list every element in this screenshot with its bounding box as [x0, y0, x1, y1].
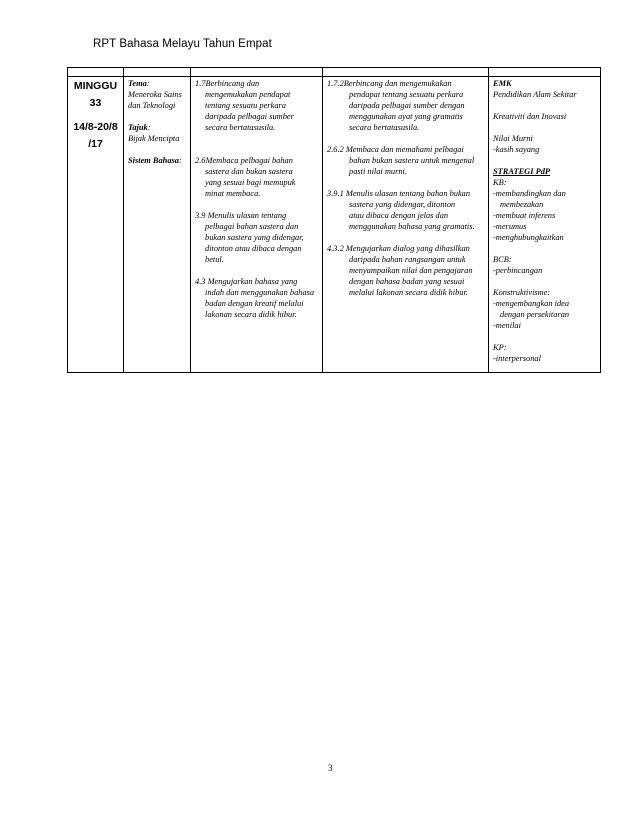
theme-cell: Tema: Meneroka Sains dan Teknologi Tajuk: Bijak Mencipta Sistem Bahasa: — [124, 77, 191, 373]
strategi-label: STRATEGI PdP — [493, 167, 551, 176]
learning-2: 2.6.2 Membaca dan memahami pelbagai bahan bukan sastera untuk mengenal pasti nilai murni. — [327, 145, 475, 176]
standard-2: 2.6Membaca pelbagai bahan sastera dan bukan sastera yang sesuai bagi memupuk minat membaca. — [195, 156, 296, 198]
kb-item: -membandingkan dan — [493, 189, 566, 198]
tajuk-label: Tajuk — [128, 123, 148, 132]
kb-item: -menghubungkaitkan — [493, 233, 564, 242]
kb-item: membezakan — [500, 200, 544, 209]
kons-item: dengan persekitaran — [500, 310, 570, 319]
learning-3: 3.9.1 Menulis ulasan tentang bahan bukan sastera yang didengar, ditonton atau dibaca dengan jelas dan menggunakan bahasa yang gramatis. — [327, 189, 475, 231]
emk-item: Nilai Murni — [493, 134, 533, 143]
standard-3: 3.9 Menulis ulasan tentang pelbagai bahan sastera dan bukan sastera yang didengar, ditonton atau dibaca dengan betul. — [195, 211, 304, 264]
week-date-start: 14/8-20/8 — [73, 121, 118, 133]
week-date-end: /17 — [88, 138, 103, 150]
content-standard-cell — [191, 77, 323, 373]
week-label: MINGGU — [73, 80, 118, 92]
week-cell — [68, 77, 124, 373]
tajuk-value: Bijak Mencipta — [128, 134, 180, 143]
tema-label: Tema — [128, 79, 147, 88]
konstruktivisme-label: Konstruktivisme: — [493, 288, 551, 297]
tema-value-2: dan Teknologi — [128, 101, 176, 110]
learning-standard-cell — [323, 77, 489, 373]
kb-label: KB: — [493, 178, 507, 187]
document-header: RPT Bahasa Melayu Tahun Empat — [93, 38, 272, 50]
bcb-item: -perbincangan — [493, 266, 543, 275]
learning-1: 1.7.2Berbincang dan mengemukakan pendapat tentang sesuatu perkara daripada pelbagai sumber dengan menggunakan ayat yang gramatis secara bertatasusila. — [327, 79, 465, 132]
standard-4: 4.3 Mengujarkan bahasa yang indah dan menggunakan bahasa badan dengan kreatif melalui lakonan secara didik hibur. — [195, 277, 315, 319]
bcb-label: BCB: — [493, 255, 512, 264]
emk-item: -kasih sayang — [493, 145, 540, 154]
standard-1: 1.7Berbincang dan mengemukakan pendapat tentang sesuatu perkara daripada pelbagai sumber secara bertatasusila. — [195, 79, 294, 132]
notes-cell — [489, 77, 601, 373]
emk-item: Kreativiti dan Inovasi — [493, 112, 567, 121]
lesson-plan-table — [67, 67, 601, 373]
table-header-row — [68, 68, 601, 77]
kb-item: -merumus — [493, 222, 527, 231]
tema-value-1: Meneroka Sains — [128, 90, 182, 99]
emk-item: Pendidikan Alam Sekitar — [493, 90, 577, 99]
table-row — [68, 77, 601, 373]
kp-item: -interpersonal — [493, 354, 541, 363]
kb-item: -membuat inferens — [493, 211, 556, 220]
sistem-bahasa-label: Sistem Bahasa — [128, 156, 179, 165]
page-number: 3 — [328, 763, 333, 773]
kons-item: -menilai — [493, 321, 521, 330]
learning-4: 4.3.2 Mengujarkan dialog yang dihasilkan daripada bahan rangsangan untuk menyampaikan nilai dan pengajaran dengan bahasa badan yang sesuai melalui lakonan secara didik hibur. — [327, 244, 473, 297]
week-number: 33 — [89, 97, 102, 109]
emk-label: EMK — [493, 79, 512, 88]
kons-item: -mengembangkan idea — [493, 299, 570, 308]
kp-label: KP: — [493, 343, 507, 352]
